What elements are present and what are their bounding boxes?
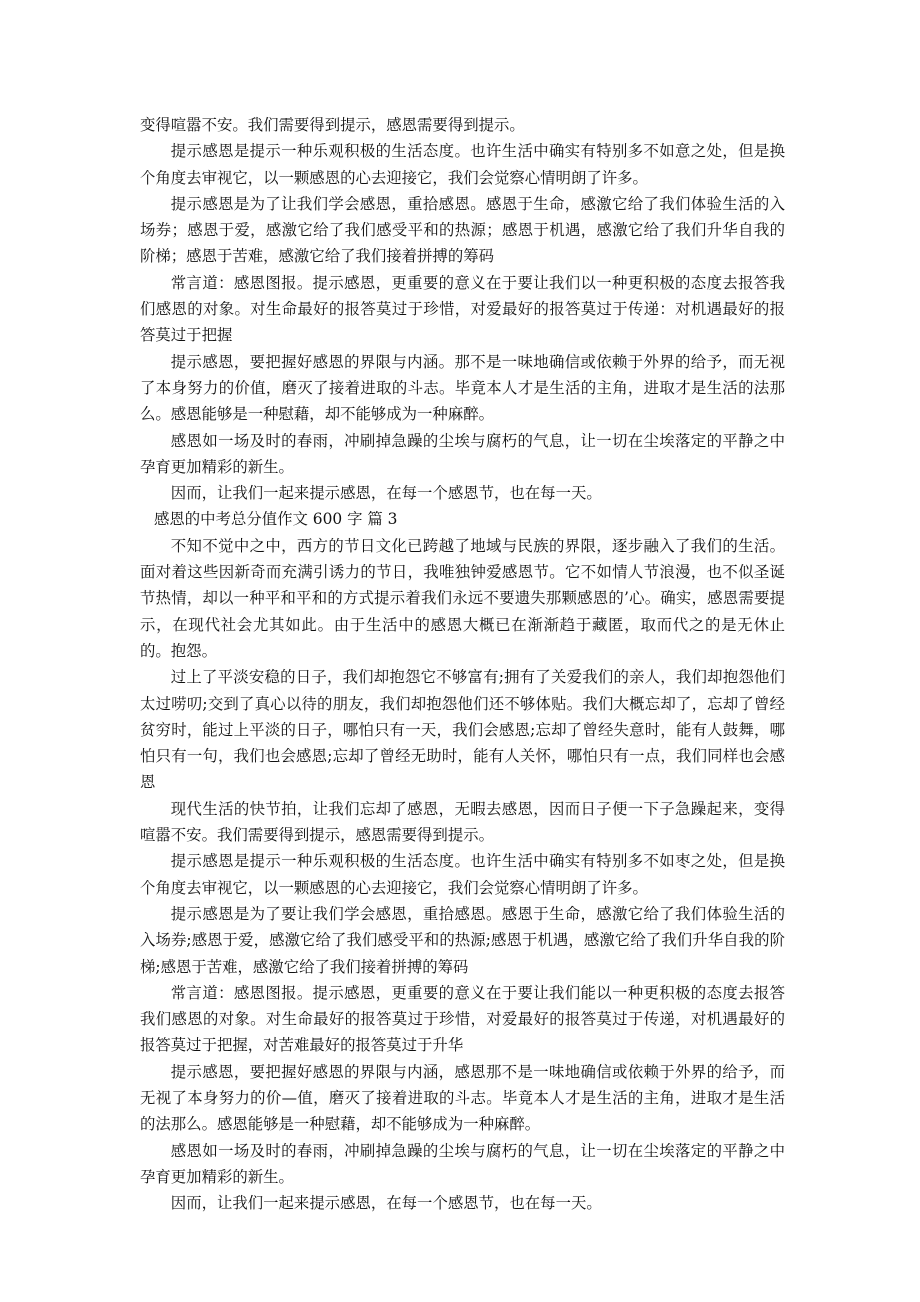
paragraph: 不知不觉中之中，西方的节日文化已跨越了地域与民族的界限，逐步融入了我们的生活。面对着这些因新奇而充满引诱力的节日，我唯独钟爱感恩节。它不如情人节浪漫，也不似圣诞节热情，却以一种平和平和的方式提示着我们永远不要遗失那颗感恩的’心。确实，感恩需要提示，在现代社会尤其如此。由于生活中的感恩大概已在渐渐趋于藏匿，取而代之的是无休止的。抱怨。 <box>140 536 785 660</box>
paragraph-group-1 <box>140 112 785 506</box>
paragraph: 常言道：感恩图报。提示感恩，更重要的意义在于要让我们以一种更积极的态度去报答我们感恩的对象。对生命最好的报答莫过于珍惜，对爱最好的报答莫过于传递：对机遇最好的报答莫过于把握 <box>140 273 785 345</box>
document-body <box>140 112 785 1216</box>
paragraph: 提示感恩是提示一种乐观积极的生活态度。也许生活中确实有特别多不如意之处，但是换个角度去审视它，以一颗感恩的心去迎接它，我们会觉察心情明朗了许多。 <box>140 142 785 187</box>
paragraph: 提示感恩是为了让我们学会感恩，重拾感恩。感恩于生命，感激它给了我们体验生活的入场券；感恩于爱，感激它给了我们感受平和的热源；感恩于机遇，感激它给了我们升华自我的阶梯；感恩于苦难，感激它给了我们接着拼搏的筹码 <box>140 194 785 266</box>
paragraph: 过上了平淡安稳的日子，我们却抱怨它不够富有;拥有了关爱我们的亲人，我们却抱怨他们太过唠叨;交到了真心以待的朋友，我们却抱怨他们还不够体贴。我们大概忘却了，忘却了曾经贫穷时，能过上平淡的日子，哪怕只有一天，我们会感恩;忘却了曾经失意时，能有人鼓舞，哪怕只有一句，我们也会感恩;忘却了曾经无助时，能有人关怀，哪怕只有一点，我们同样也会感恩 <box>140 668 785 792</box>
paragraph: 提示感恩，要把握好感恩的界限与内涵。那不是一味地确信或依赖于外界的给予，而无视了本身努力的价值，磨灭了接着进取的斗志。毕竟本人才是生活的主角，进取才是生活的法那么。感恩能够是一种慰藉，却不能够成为一种麻醉。 <box>140 352 785 424</box>
paragraph: 感恩如一场及时的春雨，冲刷掉急躁的尘埃与腐朽的气息，让一切在尘埃落定的平静之中孕育更加精彩的新生。 <box>140 1141 785 1186</box>
section-title: 感恩的中考总分值作文 600 字 篇 3 <box>154 510 398 529</box>
paragraph: 提示感恩是提示一种乐观积极的生活态度。也许生活中确实有特别多不如枣之处，但是换个角度去审视它，以一颗感恩的心去迎接它，我们会觉察心情明朗了许多。 <box>140 852 785 897</box>
paragraph: 感恩如一场及时的春雨，冲刷掉急躁的尘埃与腐朽的气息，让一切在尘埃落定的平静之中孕育更加精彩的新生。 <box>140 431 785 476</box>
paragraph: 因而，让我们一起来提示感恩，在每一个感恩节，也在每一天。 <box>170 484 602 503</box>
paragraph: 常言道：感恩图报。提示感恩，更重要的意义在于要让我们能以一种更积极的态度去报答我们感恩的对象。对生命最好的报答莫过于珍惜，对爱最好的报答莫过于传递，对机遇最好的报答莫过于把握，对苦难最好的报答莫过于升华 <box>140 983 785 1055</box>
paragraph: 提示感恩是为了要让我们学会感恩，重拾感恩。感恩于生命，感激它给了我们体验生活的入场券;感恩于爱，感激它给了我们感受平和的热源;感恩于机遇，感激它给了我们升华自我的阶梯;感恩于苦难，感激它给了我们接着拼搏的筹码 <box>140 904 785 976</box>
paragraph-group-2 <box>140 533 785 1217</box>
paragraph: 变得喧嚣不安。我们需要得到提示，感恩需要得到提示。 <box>140 116 525 134</box>
paragraph: 因而，让我们一起来提示感恩，在每一个感恩节，也在每一天。 <box>170 1194 602 1213</box>
paragraph: 现代生活的快节拍，让我们忘却了感恩，无暇去感恩，因而日子便一下子急躁起来，变得喧嚣不安。我们需要得到提示，感恩需要得到提示。 <box>140 799 785 845</box>
paragraph: 提示感恩，要把握好感恩的界限与内涵，感恩那不是一味地确信或依赖于外界的给予，而无视了本身努力的价—值，磨灭了接着进取的斗志。毕竟本人才是生活的主角，进取才是生活的法那么。感恩能够是一种慰藉，却不能够成为一种麻醉。 <box>140 1062 785 1134</box>
